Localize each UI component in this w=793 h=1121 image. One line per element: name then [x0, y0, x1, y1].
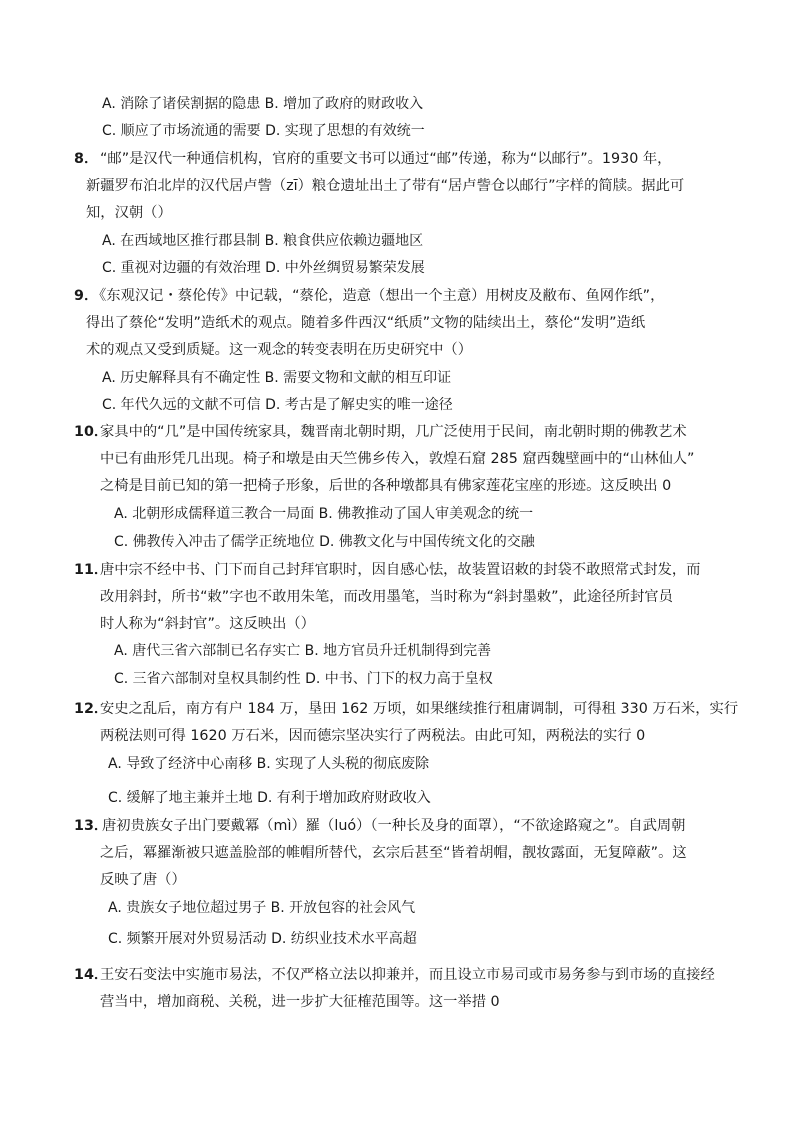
q13-option-c-d: C. 频繁开展对外贸易活动 D. 纺织业技术水平高超: [108, 931, 417, 947]
q9-text-line-3: 术的观点又受到质疑。这一观念的转变表明在历史研究中（）: [86, 342, 473, 358]
q10-number: 10．: [74, 424, 109, 440]
q13-text-line-3: 反映了唐（）: [100, 872, 186, 888]
q12-option-a-b: A. 导致了经济中心南移 B. 实现了人头税的彻底废除: [108, 756, 430, 772]
q12-text-line-1: 安史之乱后，南方有户 184 万，垦田 162 万顷，如果继续推行租庸调制，可得租 330 万石米，实行: [100, 701, 739, 717]
q10-text-line-1: 家具中的“几”是中国传统家具，魏晋南北朝时期，几广泛使用于民间，南北朝时期的佛教艺术: [100, 424, 687, 440]
q10-option-a-b: A. 北朝形成儒释道三教合一局面 B. 佛教推动了国人审美观念的统一: [114, 506, 534, 522]
q9-option-c-d: C. 年代久远的文献不可信 D. 考古是了解史实的唯一途径: [102, 397, 453, 413]
q9-text-line-2: 得出了蔡伦“发明”造纸术的观点。随着多件西汉“纸质”文物的陆续出土，蔡伦“发明”造纸: [86, 315, 646, 331]
q11-option-a-b: A. 唐代三省六部制已名存实亡 B. 地方官员升迁机制得到完善: [114, 643, 492, 659]
q8-option-c-d: C. 重视对边疆的有效治理 D. 中外丝绸贸易繁荣发展: [102, 260, 425, 276]
q11-option-c-d: C. 三省六部制对皇权具制约性 D. 中书、门下的权力高于皇权: [114, 671, 493, 687]
q14-number: 14．: [74, 967, 109, 983]
q11-number: 11．: [74, 562, 109, 578]
q13-text-line-1: 唐初贵族女子出门要戴冪（mì）羅（luó）（一种长及身的面罩），“不欲途路窥之”。自武周朝: [102, 818, 686, 834]
q14-text-line-1: 王安石变法中实施市易法，不仅严格立法以抑兼并，而且设立市易司或市易务参与到市场的直接经: [100, 967, 715, 983]
q9-text-line-1: 《东观汉记・蔡伦传》中记载，“蔡伦，造意（想出一个主意）用树皮及敝布、鱼网作纸”，: [92, 288, 665, 304]
q7-option-c-d: C. 顺应了市场流通的需要 D. 实现了思想的有效统一: [102, 123, 425, 139]
q11-text-line-1: 唐中宗不经中书、门下而自己封拜官职时，因自感心怯，故装置诏敕的封袋不敢照常式封发，而: [100, 562, 701, 578]
q8-text-line-1: “邮”是汉代一种通信机构，官府的重要文书可以通过“邮”传递，称为“以邮行”。1930 年，: [100, 151, 672, 167]
q9-option-a-b: A. 历史解释具有不确定性 B. 需要文物和文献的相互印证: [102, 370, 452, 386]
q13-number: 13．: [74, 818, 109, 834]
q9-number: 9．: [74, 288, 99, 304]
q8-option-a-b: A. 在西域地区推行郡县制 B. 粮食供应依赖边疆地区: [102, 233, 424, 249]
q12-text-line-2: 两税法则可得 1620 万石米，因而德宗坚决实行了两税法。由此可知，两税法的实行 0: [100, 728, 646, 744]
q11-text-line-2: 改用斜封，所书“敕”字也不敢用朱笔，而改用墨笔，当时称为“斜封墨敕”，此途径所封官员: [100, 589, 673, 605]
q10-text-line-2: 中已有曲形凭几出现。椅子和墩是由天竺佛乡传入，敦煌石窟 285 窟西魏壁画中的“山林仙人”: [100, 451, 695, 467]
q13-text-line-2: 之后，冪羅渐被只遮盖脸部的帷帽所替代，玄宗后甚至“皆着胡帽，靓妆露面，无复障蔽”。这: [100, 845, 687, 861]
q8-number: 8．: [74, 151, 99, 167]
q8-text-line-3: 知，汉朝（）: [86, 205, 172, 221]
q8-text-line-2: 新疆罗布泊北岸的汉代居卢訾（zī）粮仓遗址出土了带有“居卢訾仓以邮行”字样的简牍。据此可: [86, 178, 685, 194]
q11-text-line-3: 时人称为“斜封官”。这反映出（）: [100, 616, 315, 632]
q10-option-c-d: C. 佛教传入冲击了儒学正统地位 D. 佛教文化与中国传统文化的交融: [114, 534, 535, 550]
q10-text-line-3: 之椅是目前已知的第一把椅子形象，后世的各种墩都具有佛家莲花宝座的形迹。这反映出 0: [100, 478, 672, 494]
q14-text-line-2: 营当中，增加商税、关税，进一步扩大征榷范围等。这一举措 0: [100, 994, 500, 1010]
q12-option-c-d: C. 缓解了地主兼并土地 D. 有利于增加政府财政收入: [108, 790, 431, 806]
q7-option-a-b: A. 消除了诸侯割据的隐患 B. 增加了政府的财政收入: [102, 96, 424, 112]
q13-option-a-b: A. 贵族女子地位超过男子 B. 开放包容的社会风气: [108, 900, 416, 916]
q12-number: 12．: [74, 701, 109, 717]
